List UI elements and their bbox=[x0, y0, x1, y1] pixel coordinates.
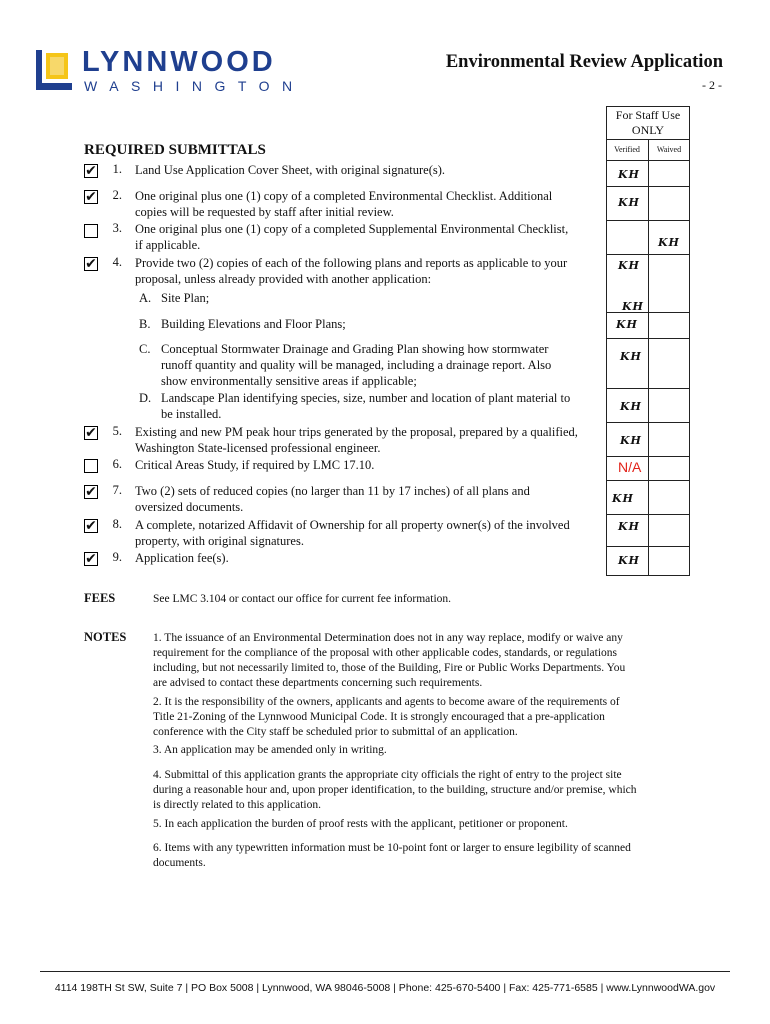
subitem-letter: C. bbox=[139, 342, 151, 356]
item-checkbox[interactable]: ✔ bbox=[85, 256, 97, 272]
item-text-cont: oversized documents. bbox=[135, 500, 244, 514]
subitem-text: Landscape Plan identifying species, size, number and location of plant material to bbox=[161, 391, 571, 405]
fees-text: See LMC 3.104 or contact our office for current fee information. bbox=[153, 593, 452, 605]
fees-label: FEES bbox=[84, 591, 116, 605]
subitem-text: Site Plan; bbox=[161, 291, 210, 305]
verified-column-label: Verified bbox=[614, 145, 640, 154]
item-text: Land Use Application Cover Sheet, with original signature(s). bbox=[135, 163, 446, 177]
item-checkbox[interactable]: ✔ bbox=[85, 163, 97, 179]
staff-row-divider bbox=[606, 186, 690, 187]
verified-initials: KH bbox=[620, 350, 642, 363]
item-checkbox[interactable]: ✔ bbox=[85, 518, 97, 534]
item-number: 4. bbox=[112, 255, 122, 269]
note-line: including, but not necessarily limited to, those of the Building, Fire or Public Works Departments. You bbox=[153, 662, 626, 674]
item-text: One original plus one (1) copy of a completed Environmental Checklist. Additional bbox=[135, 189, 553, 203]
note-line: 5. In each application the burden of proof rests with the applicant, petitioner or proponent. bbox=[153, 818, 568, 830]
subitem-text-cont: runoff quantity and quality will be managed, including a drainage report. Also bbox=[161, 358, 552, 372]
item-checkbox[interactable] bbox=[84, 224, 98, 238]
staff-row-divider bbox=[606, 220, 690, 221]
note-line: 3. An application may be amended only in writing. bbox=[153, 744, 387, 756]
item-text: A complete, notarized Affidavit of Ownership for all property owner(s) of the involved bbox=[135, 518, 570, 532]
verified-initials: KH bbox=[618, 520, 640, 533]
staff-column-divider bbox=[648, 140, 649, 576]
staff-row-divider bbox=[606, 480, 690, 481]
staff-row-divider bbox=[606, 456, 690, 457]
item-text: One original plus one (1) copy of a completed Supplemental Environmental Checklist, bbox=[135, 222, 569, 236]
item-number: 1. bbox=[112, 162, 122, 176]
staff-row-divider bbox=[606, 388, 690, 389]
waived-initials: KH bbox=[658, 236, 680, 249]
item-number: 3. bbox=[112, 221, 122, 235]
note-line: 4. Submittal of this application grants the appropriate city officials the right of entry to the project site bbox=[153, 769, 622, 781]
staff-row-divider bbox=[606, 254, 690, 255]
note-line: 6. Items with any typewritten information must be 10-point font or larger to ensure legibility of scanned bbox=[153, 842, 631, 854]
staff-row-divider bbox=[606, 312, 690, 313]
note-line: are advised to contact these departments concerning such requirements. bbox=[153, 677, 483, 689]
staff-use-heading bbox=[606, 106, 690, 140]
note-line: 2. It is the responsibility of the owners, applicants and agents to become aware of the requirements of bbox=[153, 696, 620, 708]
staff-heading-line2: ONLY bbox=[631, 123, 665, 137]
notes-label: NOTES bbox=[84, 630, 127, 644]
logo-wordmark: LYNNWOOD bbox=[82, 46, 276, 78]
waived-column-label: Waived bbox=[656, 145, 682, 154]
subitem-text: Conceptual Stormwater Drainage and Grading Plan showing how stormwater bbox=[161, 342, 549, 356]
staff-row-divider bbox=[606, 546, 690, 547]
item-number: 5. bbox=[112, 424, 122, 438]
subitem-text-cont: be installed. bbox=[161, 407, 222, 421]
subitem-letter: A. bbox=[139, 291, 152, 305]
item-text: Existing and new PM peak hour trips generated by the proposal, prepared by a qualified, bbox=[135, 425, 578, 439]
subitem-text-cont: show environmentally sensitive areas if applicable; bbox=[161, 374, 417, 388]
verified-initials: KH bbox=[618, 196, 640, 209]
item-text: Application fee(s). bbox=[135, 551, 229, 565]
item-text: Provide two (2) copies of each of the following plans and reports as applicable to your bbox=[135, 256, 568, 270]
verified-initials: KH bbox=[622, 300, 644, 313]
item-checkbox[interactable] bbox=[84, 459, 98, 473]
footer-address: 4114 198TH St SW, Suite 7 | PO Box 5008 | Lynnwood, WA 98046-5008 | Phone: 425-670-5400 | Fax: 425-771-6585 | www.LynnwoodWA.gov bbox=[54, 982, 716, 994]
item-text-cont: proposal, unless already provided with another application: bbox=[135, 272, 432, 286]
verified-initials: KH bbox=[618, 554, 640, 567]
item-checkbox[interactable]: ✔ bbox=[85, 189, 97, 205]
item-checkbox[interactable]: ✔ bbox=[85, 425, 97, 441]
item-number: 6. bbox=[112, 457, 122, 471]
section-title: REQUIRED SUBMITTALS bbox=[84, 142, 266, 158]
verified-initials: KH bbox=[620, 434, 642, 447]
document-title: Environmental Review Application bbox=[445, 52, 723, 72]
item-number: 7. bbox=[112, 483, 122, 497]
verified-initials: KH bbox=[618, 259, 640, 272]
note-line: Title 21-Zoning of the Lynnwood Municipal Code. It is strongly encouraged that a pre-application bbox=[153, 711, 605, 723]
verified-initials: KH bbox=[618, 168, 640, 181]
staff-row-divider bbox=[606, 422, 690, 423]
note-line: during a reasonable hour and, upon proper identification, to the building, structure and/or premise, which bbox=[153, 784, 637, 796]
item-number: 9. bbox=[112, 550, 122, 564]
staff-row-divider bbox=[606, 338, 690, 339]
staff-heading-line1: For Staff Use bbox=[615, 108, 681, 122]
item-text: Two (2) sets of reduced copies (no larger than 11 by 17 inches) of all plans and bbox=[135, 484, 530, 498]
verified-initials: KH bbox=[620, 400, 642, 413]
item-number: 2. bbox=[112, 188, 122, 202]
note-line: is directly related to this application. bbox=[153, 799, 321, 811]
item-checkbox[interactable]: ✔ bbox=[85, 484, 97, 500]
item-text-cont: Washington State-licensed professional engineer. bbox=[135, 441, 381, 455]
subitem-letter: B. bbox=[139, 317, 151, 331]
note-line: documents. bbox=[153, 857, 206, 869]
verified-initials: KH bbox=[616, 318, 638, 331]
item-text: Critical Areas Study, if required by LMC 17.10. bbox=[135, 458, 375, 472]
item-text-cont: copies will be requested by staff after initial review. bbox=[135, 205, 394, 219]
page-number: - 2 - bbox=[702, 78, 722, 92]
note-line: conference with the City staff be scheduled prior to submittal of an application. bbox=[153, 726, 518, 738]
item-number: 8. bbox=[112, 517, 122, 531]
staff-row-divider bbox=[606, 514, 690, 515]
verified-initials: KH bbox=[612, 492, 634, 505]
not-applicable-mark: N/A bbox=[618, 459, 642, 475]
lynnwood-logo-icon bbox=[36, 50, 72, 90]
item-text-cont: if applicable. bbox=[135, 238, 201, 252]
note-line: 1. The issuance of an Environmental Determination does not in any way replace, modify or waive any bbox=[153, 632, 623, 644]
item-text-cont: property, with original signatures. bbox=[135, 534, 304, 548]
note-line: requirement for the compliance of the proposal with other applicable codes, standards, or regulations bbox=[153, 647, 617, 659]
footer-rule bbox=[40, 971, 730, 972]
staff-row-divider bbox=[606, 160, 690, 161]
item-checkbox[interactable]: ✔ bbox=[85, 551, 97, 567]
subitem-text: Building Elevations and Floor Plans; bbox=[161, 317, 346, 331]
logo-subtitle: WASHINGTON bbox=[84, 78, 305, 94]
subitem-letter: D. bbox=[139, 391, 152, 405]
